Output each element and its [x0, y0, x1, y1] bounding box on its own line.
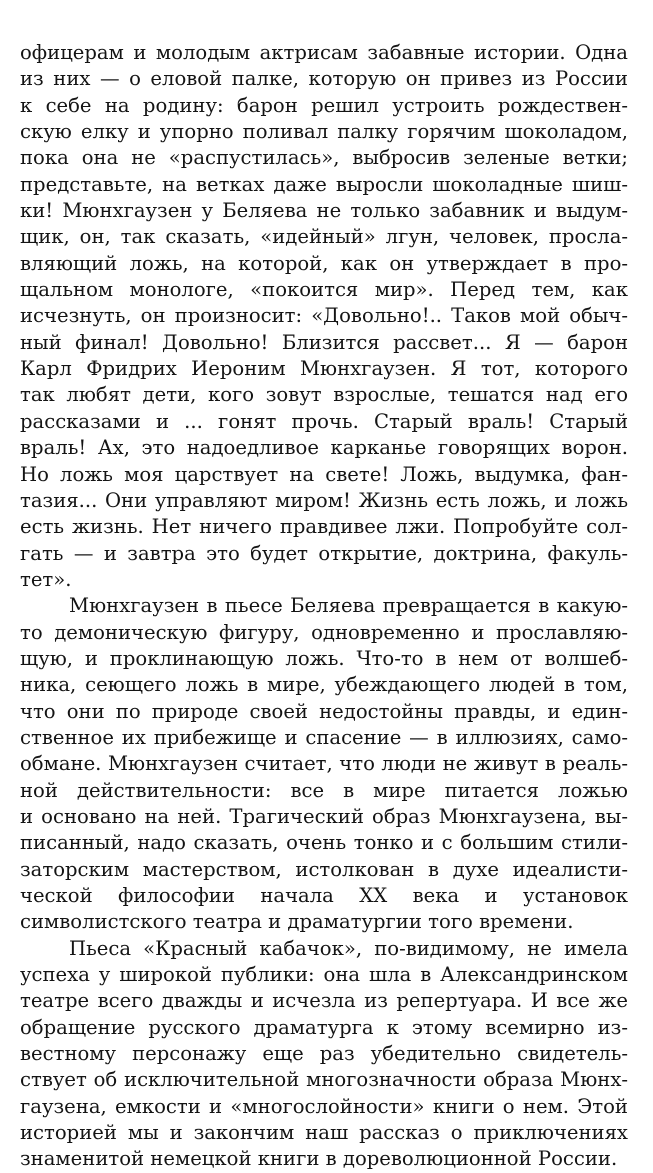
text-line: символистского театра и драматургии того времени. [20, 910, 574, 934]
text-line: ной действительности: все в мире питается ложью [20, 778, 628, 802]
text-line: ствует об исключительной многозначности образа Мюнх- [20, 1068, 628, 1092]
text-line: Пьеса «Красный кабачок», по-видимому, не имела [69, 936, 628, 960]
text-line: ки! Мюнхгаузен у Беляева не только забавник и выдум- [20, 199, 628, 223]
text-line: Но ложь моя царствует на свете! Ложь, выдумка, фан- [20, 462, 628, 486]
text-line: вляющий ложь, на которой, как он утверждает в про- [20, 251, 628, 275]
text-line: представьте, на ветках даже выросли шоколадные шиш- [20, 172, 628, 196]
text-line: к себе на родину: барон решил устроить рождествен- [20, 93, 628, 117]
text-line: пока она не «распустилась», выбросив зеленые ветки; [20, 146, 628, 170]
text-line: ный финал! Довольно! Близится рассвет... Я — барон [20, 330, 628, 354]
text-line: гать — и завтра это будет открытие, доктрина, факуль- [20, 541, 628, 565]
text-line: театре всего дважды и исчезла из репертуара. И все же [20, 989, 628, 1013]
text-line: скую елку и упорно поливал палку горячим шоколадом, [20, 120, 628, 144]
text-line: щую, и проклинающую ложь. Что-то в нем от волшеб- [20, 646, 628, 670]
text-line: из них — о еловой палке, которую он привез из России [20, 67, 628, 91]
text-line: ческой философии начала XX века и установок [20, 884, 628, 907]
book-page [20, 40, 628, 1173]
text-line: что они по природе своей недостойны правды, и един- [20, 699, 628, 723]
paragraph-1 [20, 40, 628, 593]
text-line: так любят дети, кого зовут взрослые, тешатся над его [20, 383, 628, 407]
text-line: исчезнуть, он произносит: «Довольно!.. Таков мой обыч- [20, 304, 628, 328]
text-line: гаузена, емкости и «многослойности» книги о нем. Этой [20, 1094, 628, 1118]
text-line: щик, он, так сказать, «идейный» лгун, человек, просла- [20, 225, 628, 249]
text-line: знаменитой немецкой книги в дореволюционной России. [20, 1147, 618, 1171]
text-line: вестному персонажу еще раз убедительно свидетель- [20, 1042, 628, 1066]
paragraph-3 [20, 936, 628, 1173]
text-line: писанный, надо сказать, очень тонко и с большим стили- [20, 831, 628, 855]
text-line: заторским мастерством, истолкован в духе идеалисти- [20, 857, 628, 881]
text-line: тазия... Они управляют миром! Жизнь есть ложь, и ложь [20, 488, 628, 512]
text-line: враль! Ах, это надоедливое карканье говорящих ворон. [20, 436, 628, 460]
text-line: обращение русского драматурга к этому всемирно из- [20, 1015, 628, 1039]
text-line: офицерам и молодым актрисам забавные истории. Одна [20, 41, 628, 64]
paragraph-2 [20, 593, 628, 935]
text-line: историей мы и закончим наш рассказ о приключениях [20, 1121, 628, 1145]
text-line: тет». [20, 567, 72, 591]
text-line: Карл Фридрих Иероним Мюнхгаузен. Я тот, которого [20, 357, 628, 381]
text-line: и основано на ней. Трагический образ Мюнхгаузена, вы- [20, 804, 628, 828]
text-line: ственное их прибежище и спасение — в иллюзиях, само- [20, 725, 628, 749]
text-line: есть жизнь. Нет ничего правдивее лжи. Попробуйте сол- [20, 515, 628, 539]
text-line: рассказами и ... гонят прочь. Старый враль! Старый [20, 409, 628, 433]
text-line: ника, сеющего ложь в мире, убеждающего людей в том, [20, 673, 628, 697]
text-line: обмане. Мюнхгаузен считает, что люди не живут в реаль- [20, 752, 628, 776]
text-line: успеха у широкой публики: она шла в Александринском [20, 963, 628, 987]
text-line: то демоническую фигуру, одновременно и прославляю- [20, 620, 628, 644]
text-line: Мюнхгаузен в пьесе Беляева превращается в какую- [69, 594, 628, 618]
text-line: щальном монологе, «покоится мир». Перед тем, как [20, 278, 628, 302]
